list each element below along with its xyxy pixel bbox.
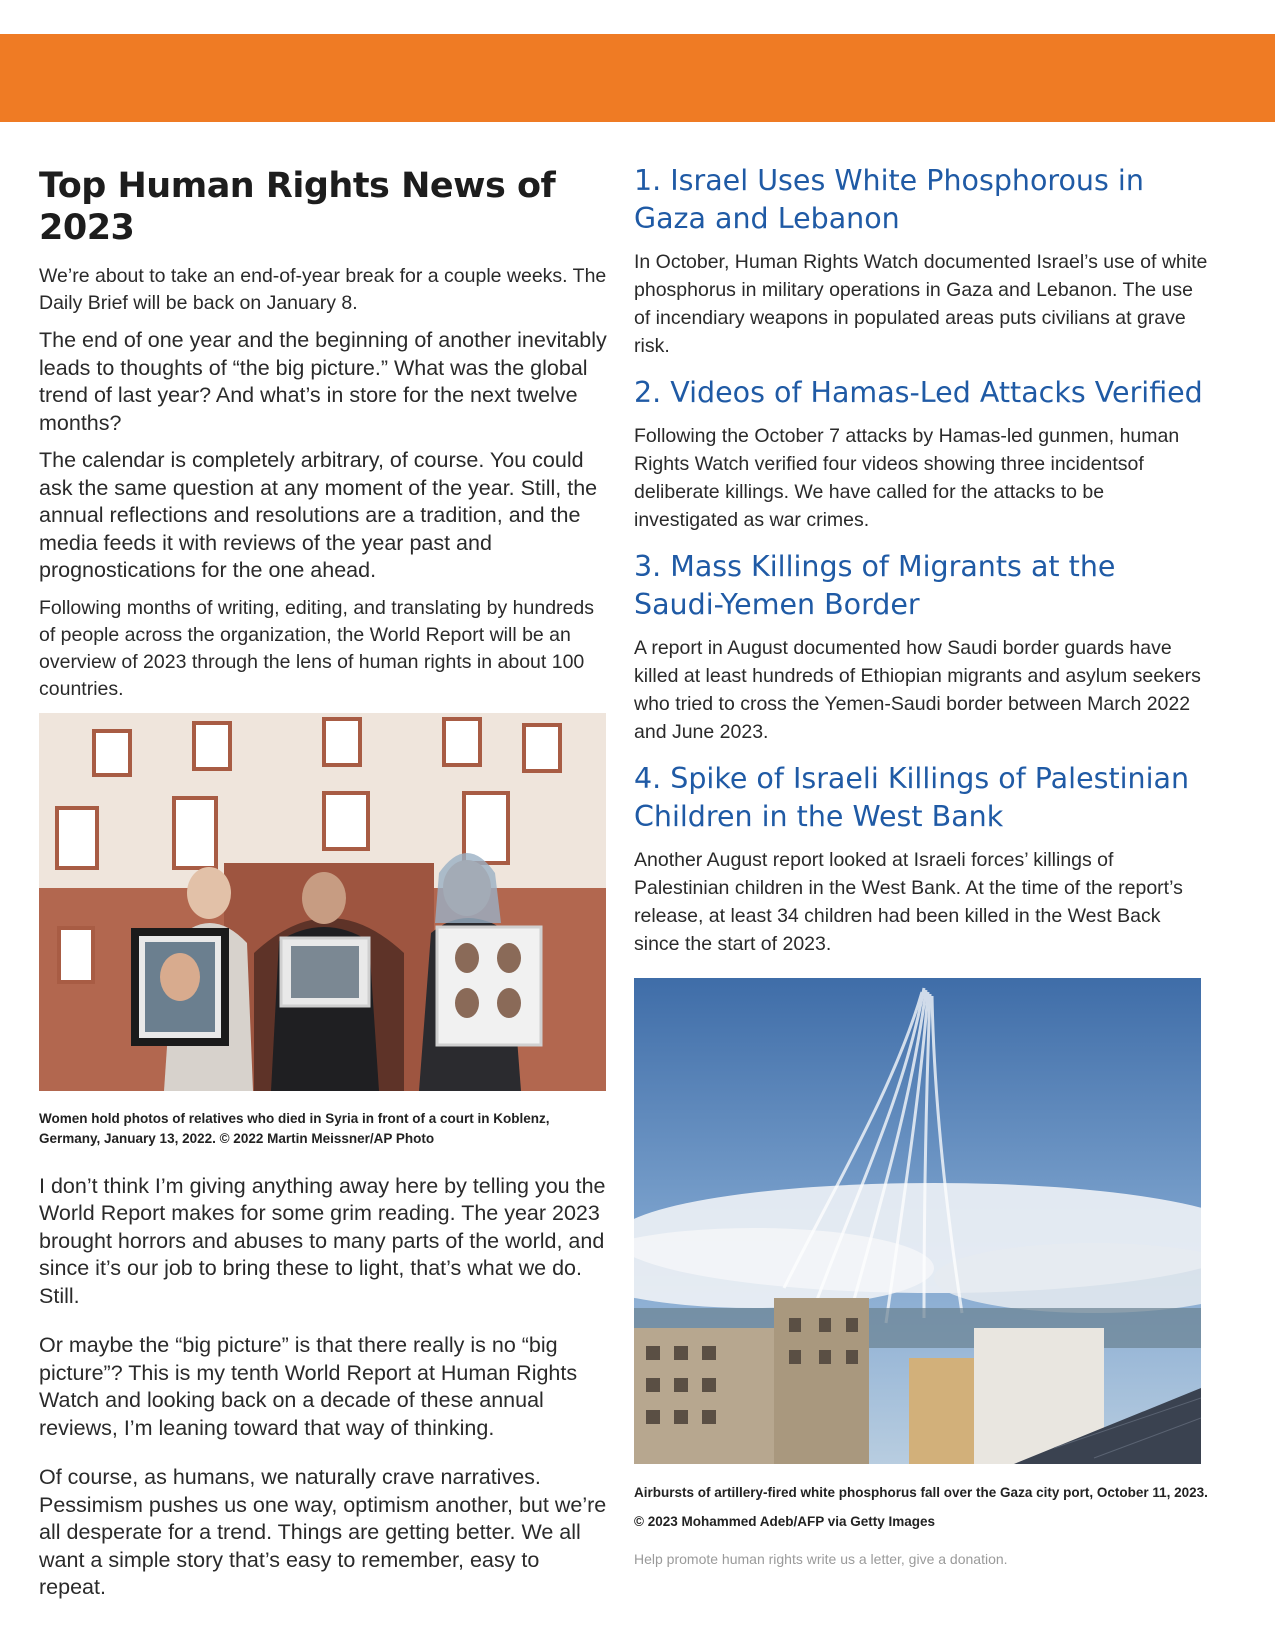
court-protest-photo	[39, 713, 606, 1091]
paragraph-world-report: Following months of writing, editing, and translating by hundreds of people across the organization, the World Report will be an overview of 2023 through the lens of human rights in about 100 countries.	[39, 596, 594, 700]
section-text-hamas-videos: Following the October 7 attacks by Hamas-led gunmen, human Rights Watch verified four videos showing three incidentsof deliberate killings. We have called for the attacks to be investigated as war crimes.	[634, 425, 1180, 531]
paragraph-narratives: Of course, as humans, we naturally crave narratives. Pessimism pushes us one way, optimism another, but we’re all desperate for a trend. Things are getting better. We all want a simple story that’s easy to remember, easy to repeat.	[39, 1465, 607, 1599]
section-text-white-phosphorus: In October, Human Rights Watch documented Israel’s use of white phosphorus in military operations in Gaza and Lebanon. The use of incendiary weapons in populated areas puts civilians at grave risk.	[634, 251, 1208, 357]
gaza-phosphorus-photo	[634, 978, 1201, 1464]
section-heading-hamas-videos: 2. Videos of Hamas-Led Attacks Verified	[634, 376, 1203, 409]
section-heading-white-phosphorus: 1. Israel Uses White Phosphorous in Gaza and Lebanon	[634, 164, 1144, 235]
intro-paragraph: We’re about to take an end-of-year break for a couple weeks. The Daily Brief will be back on January 8.	[39, 265, 607, 314]
section-text-west-bank: Another August report looked at Israeli forces’ killings of Palestinian children in the West Bank. At the time of the report’s release, at least 34 children had been killed in the West Back since the start of 2023.	[634, 849, 1183, 955]
gaza-phosphorus-illustration	[634, 978, 1201, 1464]
photo-caption-court: Women hold photos of relatives who died in Syria in front of a court in Koblenz, Germany, January 13, 2022. © 2022 Martin Meissner/AP Photo	[39, 1110, 550, 1146]
section-heading-saudi-border: 3. Mass Killings of Migrants at the Saudi-Yemen Border	[634, 550, 1116, 621]
section-heading-west-bank: 4. Spike of Israeli Killings of Palestinian Children in the West Bank	[634, 762, 1190, 833]
paragraph-big-picture: The end of one year and the beginning of another inevitably leads to thoughts of “the big picture.” What was the global trend of last year? And what’s in store for the next twelve months?	[39, 328, 607, 435]
photo-caption-gaza: Airbursts of artillery-fired white phosphorus fall over the Gaza city port, October 11, 2023. © 2023 Mohammed Adeb/AFP via Getty Images	[634, 1485, 1208, 1529]
footer-donation-note: Help promote human rights write us a letter, give a donation.	[634, 1551, 1008, 1567]
page-title: Top Human Rights News of 2023	[39, 166, 556, 248]
court-protest-illustration	[39, 713, 606, 1091]
header-color-band	[0, 34, 1275, 122]
right-column	[634, 162, 1209, 1536]
paragraph-calendar: The calendar is completely arbitrary, of course. You could ask the same question at any moment of the year. Still, the annual reflections and resolutions are a tradition, and the media feeds it with reviews of the year past and prognostications for the one ahead.	[39, 448, 598, 582]
left-column	[39, 165, 609, 1624]
section-text-saudi-border: A report in August documented how Saudi border guards have killed at least hundreds of Ethiopian migrants and asylum seekers who tried to cross the Yemen-Saudi border between March 2022 and June 2023.	[634, 637, 1201, 743]
paragraph-grim-reading: I don’t think I’m giving anything away here by telling you the World Report makes for some grim reading. The year 2023 brought horrors and abuses to many parts of the world, and since it’s our job to bring these to light, that’s what we do. Still.	[39, 1173, 606, 1308]
paragraph-no-big-picture: Or maybe the “big picture” is that there really is no “big picture”? This is my tenth World Report at Human Rights Watch and looking back on a decade of these annual reviews, I’m leaning toward that way of thinking.	[39, 1333, 578, 1440]
